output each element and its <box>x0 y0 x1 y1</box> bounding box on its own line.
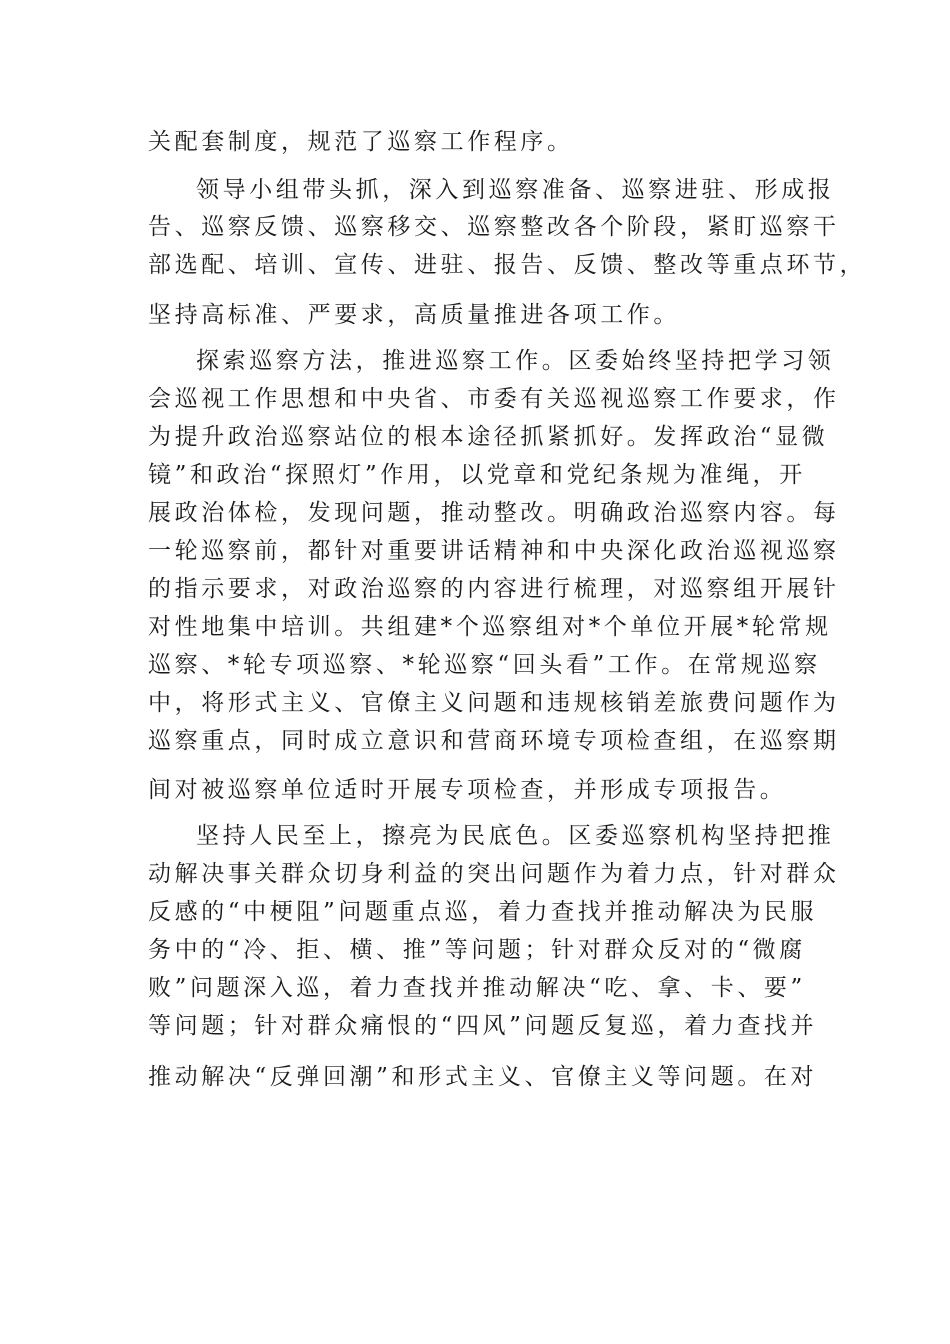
text-line-17: 间对被巡察单位适时开展专项检查，并形成专项报告。 <box>148 777 787 803</box>
text-line-11: 一轮巡察前，都针对重要讲话精神和中央深化政治巡视巡察 <box>148 538 840 564</box>
text-line-7: 会巡视工作思想和中央省、市委有关巡视巡察工作要求，作 <box>148 386 840 412</box>
text-line-24: 推动解决“反弹回潮”和形式主义、官僚主义等问题。在对 <box>148 1064 818 1090</box>
text-line-3: 告、巡察反馈、巡察移交、巡察整改各个阶段，紧盯巡察干 <box>148 214 840 240</box>
text-line-16: 巡察重点，同时成立意识和营商环境专项检查组，在巡察期 <box>148 728 840 754</box>
text-line-6: 探索巡察方法，推进巡察工作。区委始终坚持把学习领 <box>196 348 835 374</box>
text-line-12: 的指示要求，对政治巡察的内容进行梳理，对巡察组开展针 <box>148 576 840 602</box>
text-line-21: 务中的“冷、拒、横、推”等问题；针对群众反对的“微腐 <box>148 937 806 963</box>
text-line-18: 坚持人民至上，擦亮为民底色。区委巡察机构坚持把推 <box>196 823 835 849</box>
text-line-1: 关配套制度，规范了巡察工作程序。 <box>148 129 574 155</box>
text-line-5: 坚持高标准、严要求，高质量推进各项工作。 <box>148 302 680 328</box>
text-line-19: 动解决事关群众切身利益的突出问题作为着力点，针对群众 <box>148 861 840 887</box>
text-line-22: 败”问题深入巡，着力查找并推动解决“吃、拿、卡、要” <box>148 975 806 1001</box>
text-line-10: 展政治体检，发现问题，推动整改。明确政治巡察内容。每 <box>148 500 840 526</box>
text-line-15: 中，将形式主义、官僚主义问题和违规核销差旅费问题作为 <box>148 690 840 716</box>
text-line-9: 镜”和政治“探照灯”作用，以党章和党纪条规为准绳，开 <box>148 462 806 488</box>
text-line-4: 部选配、培训、宣传、进驻、报告、反馈、整改等重点环节， <box>148 252 867 278</box>
text-line-2: 领导小组带头抓，深入到巡察准备、巡察进驻、形成报 <box>196 177 835 203</box>
text-line-13: 对性地集中培训。共组建*个巡察组对*个单位开展*轮常规 <box>148 614 832 640</box>
text-line-8: 为提升政治巡察站位的根本途径抓紧抓好。发挥政治“显微 <box>148 424 829 450</box>
text-line-14: 巡察、*轮专项巡察、*轮巡察“回头看”工作。在常规巡察 <box>148 652 821 678</box>
text-line-20: 反感的“中梗阻”问题重点巡，着力查找并推动解决为民服 <box>148 899 818 925</box>
text-line-23: 等问题；针对群众痛恨的“四风”问题反复巡，着力查找并 <box>148 1013 818 1039</box>
